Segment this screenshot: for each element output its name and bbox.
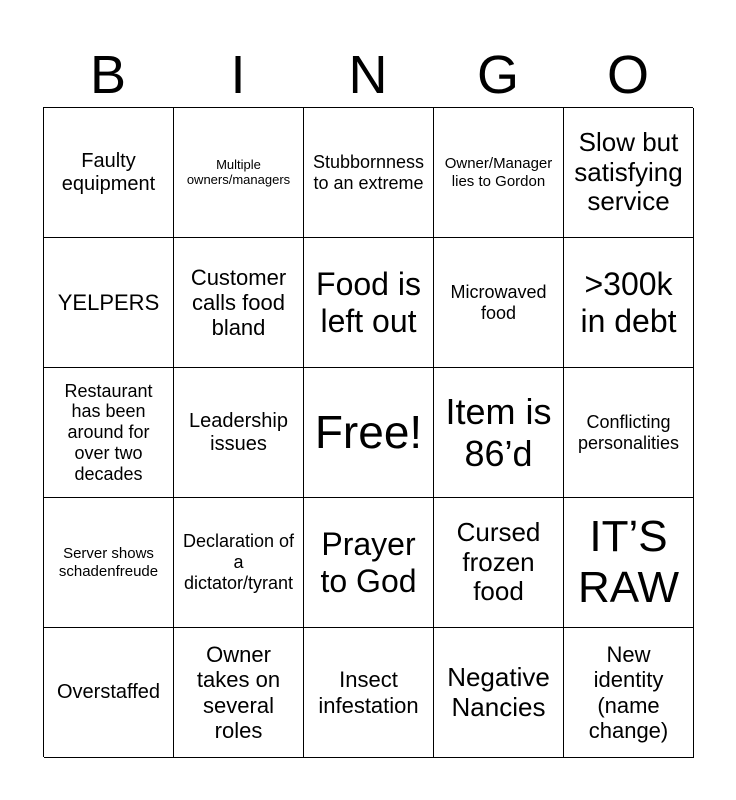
bingo-cell[interactable]: [564, 108, 694, 238]
cell-text: Conflicting personalities: [577, 411, 680, 453]
cell-text: Microwaved food: [450, 281, 547, 323]
cell-text: Insect infestation: [318, 667, 419, 718]
header-letter-n: N: [348, 45, 388, 105]
bingo-cell[interactable]: [174, 108, 304, 238]
bingo-cell[interactable]: [434, 238, 564, 368]
header-letter-b: B: [89, 45, 127, 105]
bingo-cell[interactable]: [304, 498, 434, 628]
cell-text: Free!: [314, 406, 423, 459]
bingo-cell[interactable]: [434, 368, 564, 498]
cell-text: IT’S RAW: [577, 511, 680, 612]
cell-text: Cursed frozen food: [456, 516, 541, 607]
cell-text: Customer calls food bland: [190, 264, 287, 341]
bingo-cell[interactable]: [44, 498, 174, 628]
bingo-header: [43, 44, 693, 106]
bingo-cell[interactable]: [44, 368, 174, 498]
cell-text: Prayer to God: [320, 525, 417, 599]
bingo-cell[interactable]: [434, 108, 564, 238]
cell-text: Stubbornness to an extreme: [312, 151, 425, 193]
cell-text: Faulty equipment: [61, 149, 156, 195]
bingo-cell[interactable]: [44, 108, 174, 238]
bingo-cell[interactable]: [304, 628, 434, 758]
cell-text: Food is left out: [316, 265, 421, 339]
cell-text: Overstaffed: [56, 681, 161, 703]
cell-text: Slow but satisfying service: [574, 126, 683, 217]
free-space[interactable]: [304, 368, 434, 498]
bingo-cell[interactable]: [304, 238, 434, 368]
cell-text: Item is 86’d: [445, 391, 552, 474]
bingo-cell[interactable]: [434, 628, 564, 758]
cell-text: Owner/Manager lies to Gordon: [444, 155, 553, 190]
bingo-cell[interactable]: [44, 628, 174, 758]
bingo-cell[interactable]: [174, 628, 304, 758]
bingo-cell[interactable]: [434, 498, 564, 628]
bingo-cell[interactable]: [174, 498, 304, 628]
cell-text: >300k in debt: [580, 265, 677, 339]
cell-text: Declaration of a dictator/tyrant: [182, 531, 295, 593]
header-letter-g: G: [476, 45, 519, 105]
bingo-cell[interactable]: [174, 368, 304, 498]
cell-text: Server shows schadenfreude: [58, 545, 159, 580]
bingo-cell[interactable]: [44, 238, 174, 368]
cell-text: YELPERS: [57, 289, 160, 315]
bingo-cell[interactable]: [174, 238, 304, 368]
header-letter-o: O: [606, 45, 649, 105]
bingo-cell[interactable]: [304, 108, 434, 238]
cell-text: New identity (name change): [588, 641, 669, 743]
bingo-cell[interactable]: [564, 238, 694, 368]
cell-text: Leadership issues: [189, 409, 288, 455]
bingo-cell[interactable]: [564, 498, 694, 628]
cell-text: Owner takes on several roles: [196, 641, 281, 743]
header-letter-i: I: [230, 45, 246, 105]
bingo-cell[interactable]: [564, 368, 694, 498]
cell-text: Multiple owners/managers: [186, 156, 291, 187]
bingo-board: [43, 107, 693, 757]
cell-text: Negative Nancies: [447, 661, 550, 722]
bingo-cell[interactable]: [564, 628, 694, 758]
cell-text: Restaurant has been around for over two decades: [64, 380, 153, 484]
